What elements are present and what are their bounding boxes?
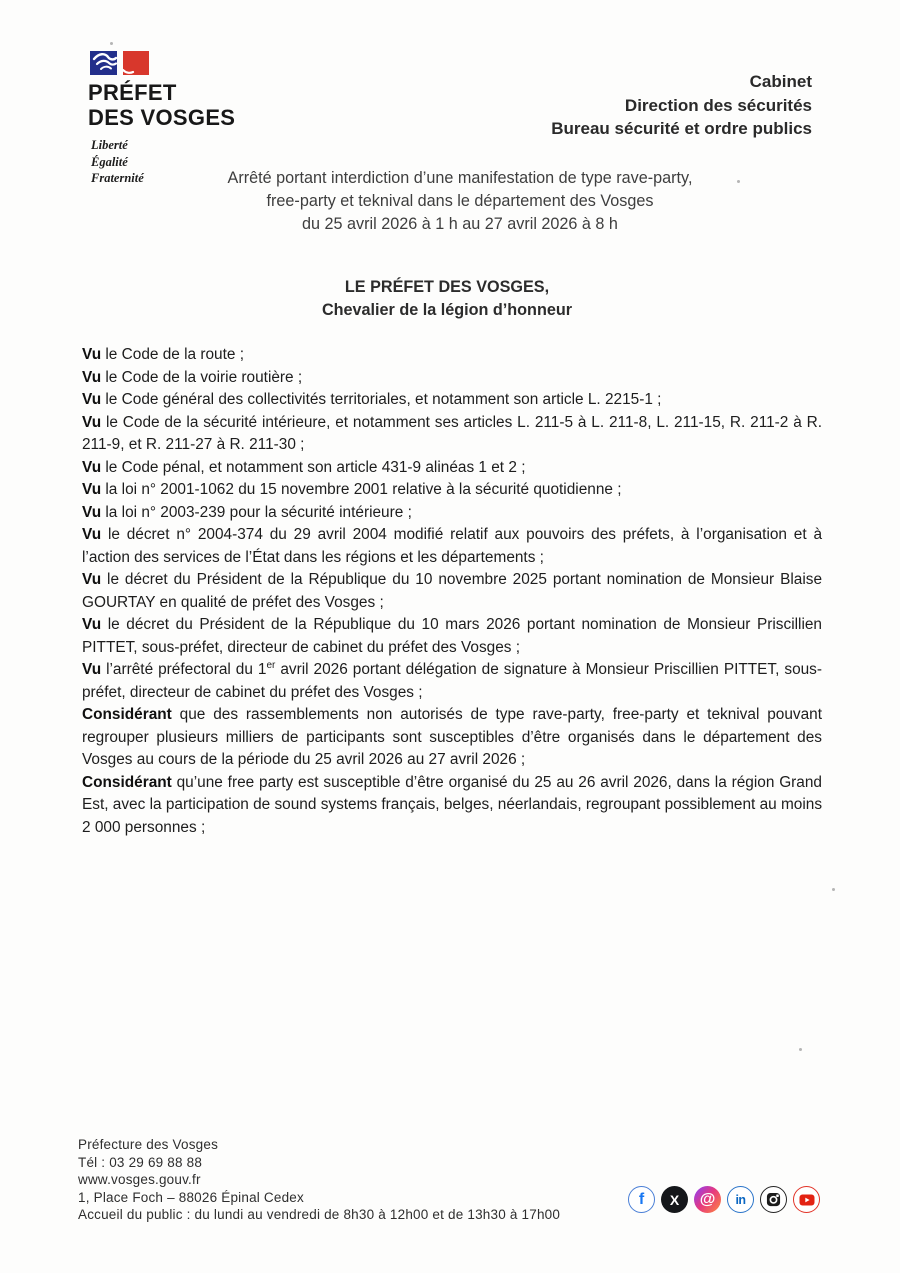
instagram-camera-glyph bbox=[766, 1192, 781, 1207]
paragraph-lead: Vu bbox=[82, 481, 102, 498]
paragraph-lead: Vu bbox=[82, 458, 102, 476]
paragraph-lead: Vu bbox=[82, 413, 102, 431]
facebook-icon bbox=[628, 1186, 655, 1213]
paragraph-vu-5: Vu le Code pénal, et notamment son article 431-9 alinéas 1 et 2 ; bbox=[82, 458, 526, 476]
logo-institution-line1: PRÉFET bbox=[88, 80, 177, 105]
instagram-icon bbox=[760, 1186, 787, 1213]
service-line-bureau: Bureau sécurité et ordre publics bbox=[551, 119, 812, 138]
issuing-service-block bbox=[551, 70, 812, 141]
paragraph-vu-1: Vu le Code de la route ; bbox=[82, 346, 244, 363]
facebook-glyph: f bbox=[638, 1190, 645, 1208]
title-line-3: du 25 avril 2026 à 1 h au 27 avril 2026 à 8 h bbox=[302, 215, 618, 233]
title-line-2: free-party et teknival dans le département des Vosges bbox=[266, 192, 654, 210]
paragraph-vu-3: Vu le Code général des collectivités territoriales, et notamment son article L. 2215-1 ; bbox=[82, 391, 662, 408]
scan-speck bbox=[737, 180, 740, 183]
paragraph-vu-10: Vu le décret du Président de la République du 10 mars 2026 portant nomination de Monsieur Priscillien PITTET, sous-préfet, directeur de cabinet du préfet des Vosges ; bbox=[82, 616, 822, 656]
paragraph-vu-8: Vu le décret n° 2004-374 du 29 avril 2004 modifié relatif aux pouvoirs des préfets, à l’organisation et à l’action des services de l’État dans les régions et les départements ; bbox=[82, 526, 823, 566]
paragraph-considerant-1: Considérant que des rassemblements non autorisés de type rave-party, free-party et teknival pouvant regrouper plusieurs milliers de participants sont susceptibles d’être organisés dans le département des Vosges au cours de la période du 25 avril 2026 au 27 avril 2026 ; bbox=[82, 706, 822, 768]
footer-phone: Tél : 03 29 69 88 88 bbox=[78, 1154, 203, 1170]
x-glyph: X bbox=[669, 1191, 680, 1208]
scan-speck bbox=[110, 42, 113, 45]
footer-website: www.vosges.gouv.fr bbox=[78, 1172, 201, 1188]
paragraph-lead: Vu bbox=[82, 503, 102, 521]
threads-glyph: @ bbox=[699, 1190, 716, 1208]
paragraph-lead: Vu bbox=[82, 571, 102, 588]
paragraph-lead: Considérant bbox=[82, 706, 172, 723]
paragraph-lead: Vu bbox=[82, 346, 102, 363]
footer-prefecture-name: Préfecture des Vosges bbox=[78, 1137, 219, 1152]
linkedin-glyph: in bbox=[735, 1192, 746, 1207]
authority-line-1: LE PRÉFET DES VOSGES, bbox=[344, 278, 550, 296]
paragraph-vu-11: Vu l’arrêté préfectoral du 1er avril 2026 portant délégation de signature à Monsieur Priscillien PITTET, sous-préfet, directeur de cabinet du préfet des Vosges ; bbox=[82, 659, 823, 701]
paragraph-lead: Vu bbox=[82, 616, 102, 633]
paragraph-lead: Vu bbox=[82, 661, 102, 678]
linkedin-icon bbox=[727, 1186, 754, 1213]
superscript-er: er bbox=[266, 659, 276, 671]
authority-line-2: Chevalier de la légion d’honneur bbox=[321, 301, 573, 319]
title-line-1: Arrêté portant interdiction d’une manifestation de type rave-party, bbox=[227, 169, 693, 187]
service-line-direction: Direction des sécurités bbox=[624, 95, 812, 115]
footer-address: 1, Place Foch – 88026 Épinal Cedex bbox=[78, 1189, 304, 1205]
service-line-cabinet: Cabinet bbox=[749, 72, 812, 91]
footer-opening-hours: Accueil du public : du lundi au vendredi de 8h30 à 12h00 et de 13h30 à 17h00 bbox=[78, 1207, 561, 1223]
paragraph-vu-4: Vu le Code de la sécurité intérieure, et notamment ses articles L. 211-5 à L. 211-8, L. 211-15, R. 211-2 à R. 211-9, et R. 211-27 à R. 211-30 ; bbox=[82, 413, 822, 453]
document-body bbox=[82, 344, 822, 839]
paragraph-lead: Considérant bbox=[82, 773, 172, 791]
scan-speck bbox=[799, 1048, 802, 1051]
motto-fraternite: Fraternité bbox=[91, 171, 144, 185]
marianne-flag-icon bbox=[90, 50, 150, 77]
paragraph-lead: Vu bbox=[82, 391, 102, 408]
logo-institution-line2: DES VOSGES bbox=[88, 105, 236, 130]
paragraph-lead: Vu bbox=[82, 526, 102, 543]
x-twitter-icon bbox=[661, 1186, 688, 1213]
paragraph-considerant-2: Considérant qu’une free party est susceptible d’être organisé du 25 au 26 avril 2026, dans la région Grand Est, avec la participation de sound systems français, belges, néerlandais, regroupant possiblement au moins 2 000 personnes ; bbox=[82, 773, 823, 836]
paragraph-vu-2: Vu le Code de la voirie routière ; bbox=[82, 368, 303, 386]
youtube-icon bbox=[793, 1186, 820, 1213]
paragraph-vu-6: Vu la loi n° 2001-1062 du 15 novembre 2001 relative à la sécurité quotidienne ; bbox=[82, 481, 622, 498]
motto-liberte: Liberté bbox=[91, 138, 128, 152]
paragraph-vu-9: Vu le décret du Président de la République du 10 novembre 2025 portant nomination de Monsieur Blaise GOURTAY en qualité de préfet des Vosges ; bbox=[82, 571, 822, 611]
paragraph-vu-7: Vu la loi n° 2003-239 pour la sécurité intérieure ; bbox=[82, 503, 412, 521]
scan-speck bbox=[832, 888, 835, 891]
authority-heading bbox=[47, 276, 847, 322]
paragraph-lead: Vu bbox=[82, 368, 102, 386]
social-icons-row bbox=[628, 1186, 820, 1213]
motto-egalite: Égalité bbox=[91, 154, 128, 169]
footer-contact-block bbox=[78, 1136, 560, 1224]
youtube-play-glyph bbox=[799, 1193, 815, 1207]
threads-icon bbox=[694, 1186, 721, 1213]
document-title bbox=[60, 167, 860, 236]
